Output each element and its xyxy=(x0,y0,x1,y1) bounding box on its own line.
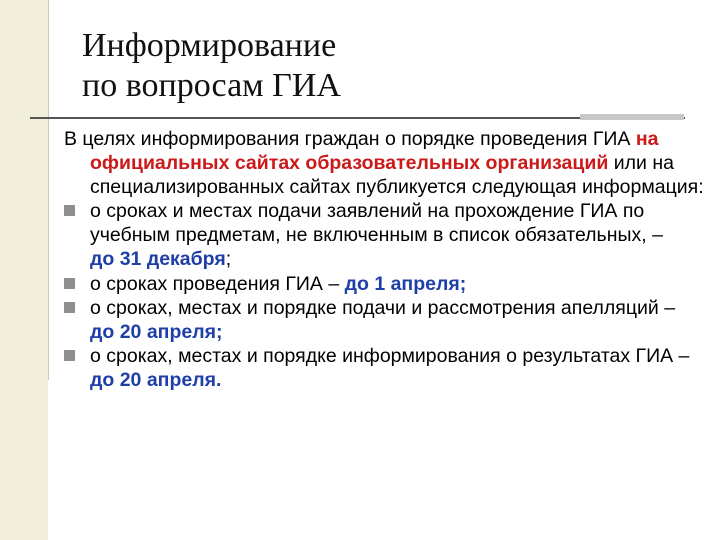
intro-text-end: или на специализированных сайтах публикуется следующая информация: xyxy=(90,152,704,199)
info-list xyxy=(64,199,704,392)
square-bullet-icon xyxy=(64,302,75,313)
title-line-2: по вопросам ГИА xyxy=(82,67,341,104)
list-item xyxy=(64,272,704,296)
item-deadline: до 1 апреля; xyxy=(344,272,467,295)
intro-text-start: В целях информирования граждан о порядке проведения ГИА xyxy=(64,128,636,150)
square-bullet-icon xyxy=(64,205,75,216)
slide-title xyxy=(82,26,341,106)
square-bullet-icon xyxy=(64,350,75,361)
slide-body xyxy=(64,127,704,392)
item-text: о сроках, местах и порядке подачи и рассмотрения апелляций – xyxy=(90,296,676,319)
item-deadline: до 20 апреля; xyxy=(90,320,223,343)
intro-paragraph xyxy=(64,127,704,199)
list-item xyxy=(64,296,704,344)
list-item xyxy=(64,199,704,271)
side-band-divider xyxy=(48,0,49,380)
list-item xyxy=(64,344,704,392)
item-text: о сроках, местах и порядке информирования о результатах ГИА – xyxy=(90,344,690,367)
item-text: о сроках и местах подачи заявлений на прохождение ГИА по учебным предметам, не включенным в список обязательных, – xyxy=(90,200,663,247)
title-underline-accent xyxy=(580,114,684,120)
item-deadline: до 20 апреля. xyxy=(90,368,222,391)
item-text: о сроках проведения ГИА – xyxy=(90,272,345,295)
item-suffix: ; xyxy=(225,248,232,271)
intro-highlight: на официальных сайтах образовательных организаций xyxy=(90,128,659,175)
title-line-1: Информирование xyxy=(82,27,337,64)
square-bullet-icon xyxy=(64,278,75,289)
side-band xyxy=(0,0,48,540)
item-deadline: до 31 декабря xyxy=(90,248,226,271)
